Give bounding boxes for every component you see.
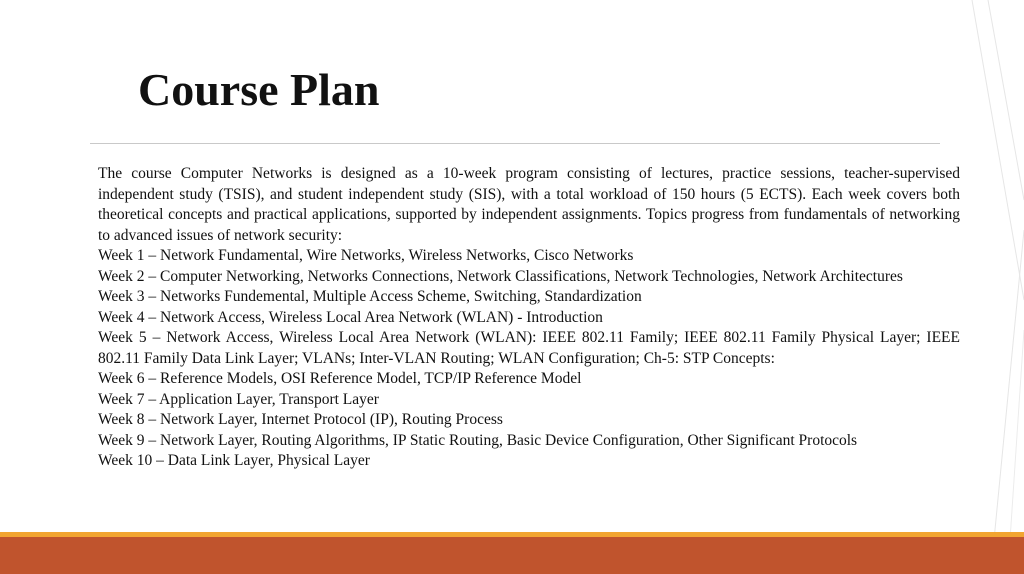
week-1: Week 1 – Network Fundamental, Wire Networks, Wireless Networks, Cisco Networks (98, 247, 634, 264)
week-5: Week 5 – Network Access, Wireless Local Area Network (WLAN): IEEE 802.11 Family; IEEE 802.11 Family Physical Layer; IEEE 802.11 Family Data Link Layer; VLANs; Inter-VLAN Routing; WLAN Configuration; Ch-5: STP Concepts: (98, 329, 960, 367)
corner-decoration-lines (964, 0, 1024, 540)
week-8: Week 8 – Network Layer, Internet Protocol (IP), Routing Process (98, 411, 503, 428)
week-10: Week 10 – Data Link Layer, Physical Layer (98, 452, 370, 469)
week-2: Week 2 – Computer Networking, Networks Connections, Network Classifications, Network Technologies, Network Architectures (98, 267, 903, 285)
week-9: Week 9 – Network Layer, Routing Algorithms, IP Static Routing, Basic Device Configuration, Other Significant Protocols (98, 431, 858, 449)
footer-bar (0, 537, 1024, 574)
course-description (98, 164, 960, 472)
week-3: Week 3 – Networks Fundemental, Multiple Access Scheme, Switching, Standardization (98, 288, 642, 305)
intro-paragraph: The course Computer Networks is designed as a 10-week program consisting of lectures, practice sessions, teacher-supervised independent study (TSIS), and student independent study (SIS), with a total workload of 150 hours (5 ECTS). Each week covers both theoretical concepts and practical applications, supported by independent assignments. Topics progress from fundamentals of networking to advanced issues of network security: (98, 165, 960, 244)
week-7: Week 7 – Application Layer, Transport Layer (98, 390, 379, 408)
week-6: Week 6 – Reference Models, OSI Reference Model, TCP/IP Reference Model (98, 370, 582, 387)
week-4: Week 4 – Network Access, Wireless Local Area Network (WLAN) - Introduction (98, 308, 603, 326)
title-divider (90, 143, 940, 144)
page-title: Course Plan (138, 64, 380, 115)
